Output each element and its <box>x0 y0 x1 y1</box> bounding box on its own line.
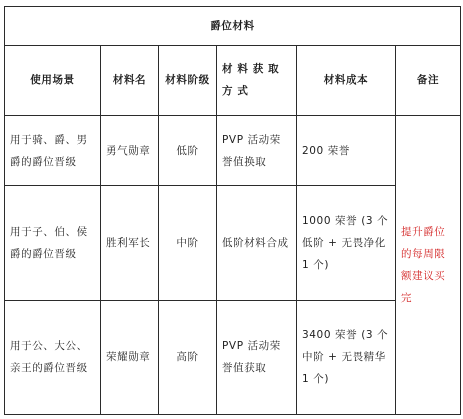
header-tier: 材料阶级 <box>159 45 217 115</box>
cell-name: 胜利军长 <box>101 186 159 300</box>
table-title: 爵位材料 <box>5 7 461 46</box>
cell-name: 勇气勋章 <box>101 116 159 186</box>
cell-source: PVP 活动荣誉值换取 <box>217 116 297 186</box>
cell-tier: 低阶 <box>159 116 217 186</box>
cell-scene: 用于骑、爵、男爵的爵位晋级 <box>5 116 101 186</box>
header-scene: 使用场景 <box>5 45 101 115</box>
header-note: 备注 <box>396 45 461 115</box>
table-row <box>5 300 461 414</box>
cell-tier: 高阶 <box>159 300 217 414</box>
cell-note: 提升爵位的每周限额建议买完 <box>396 116 461 415</box>
cell-source: 低阶材料合成 <box>217 186 297 300</box>
header-source: 材 料 获 取 方 式 <box>217 45 297 115</box>
table-row <box>5 116 461 186</box>
cell-cost: 3400 荣誉 (3 个中阶 + 无畏精华 1 个) <box>297 300 396 414</box>
cell-cost: 1000 荣誉 (3 个低阶 + 无畏净化 1 个) <box>297 186 396 300</box>
cell-scene: 用于公、大公、亲王的爵位晋级 <box>5 300 101 414</box>
cell-name: 荣耀勋章 <box>101 300 159 414</box>
cell-scene: 用于子、伯、侯爵的爵位晋级 <box>5 186 101 300</box>
header-name: 材料名 <box>101 45 159 115</box>
cell-cost: 200 荣誉 <box>297 116 396 186</box>
cell-source: PVP 活动荣誉值获取 <box>217 300 297 414</box>
table-row <box>5 186 461 300</box>
cell-tier: 中阶 <box>159 186 217 300</box>
material-table <box>4 6 461 415</box>
header-cost: 材料成本 <box>297 45 396 115</box>
header-row <box>5 45 461 115</box>
